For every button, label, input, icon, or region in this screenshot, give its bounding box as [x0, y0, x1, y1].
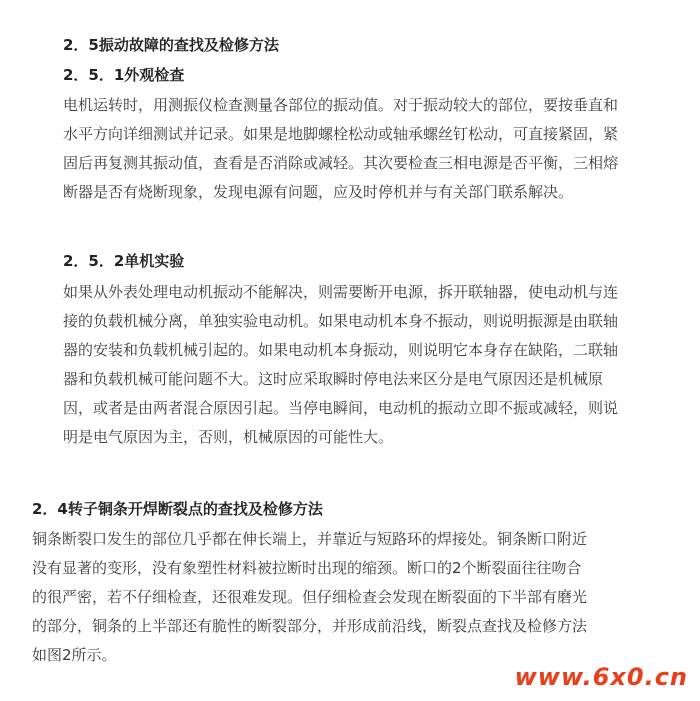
- paragraph-line: 的很严密，若不仔细检查，还很难发现。但仔细检查会发现在断裂面的下半部有磨光: [32, 588, 588, 606]
- paragraph-line: 水平方向详细测试并记录。如果是地脚螺栓松动或轴承螺丝钉松动，可直接紧固，紧: [63, 125, 619, 143]
- paragraph-line: 断器是否有烧断现象，发现电源有问题，应及时停机并与有关部门联系解决。: [63, 183, 574, 201]
- paragraph-line: 明是电气原因为主，否则，机械原因的可能性大。: [63, 428, 394, 446]
- paragraph-line: 固后再复测其振动值，查看是否消除或减轻。其次要检查三相电源是否平衡，三相熔: [63, 154, 619, 172]
- paragraph-2-4: [32, 525, 700, 670]
- section-heading-2-4: 2．4转子铜条开焊断裂点的查找及检修方法: [32, 500, 323, 518]
- paragraph-line: 器和负载机械可能问题不大。这时应采取瞬时停电法来区分是电气原因还是机械原: [63, 370, 604, 388]
- site-watermark: www.6x0.cn: [514, 663, 688, 691]
- paragraph-2-5-1: [63, 91, 700, 207]
- paragraph-2-5-2: [63, 278, 700, 452]
- subsection-heading-2-5-1: 2．5．1外观检查: [63, 66, 185, 84]
- paragraph-line: 电机运转时，用测振仪检查测量各部位的振动值。对于振动较大的部位，要按垂直和: [63, 96, 619, 114]
- paragraph-line: 如图2所示。: [32, 646, 117, 664]
- paragraph-line: 因，或者是由两者混合原因引起。当停电瞬间，电动机的振动立即不振或减轻，则说: [63, 399, 619, 417]
- subsection-heading-2-5-2: 2．5．2单机实验: [63, 252, 185, 270]
- paragraph-line: 没有显著的变形，没有象塑性材料被拉断时出现的缩颈。断口的2个断裂面往往吻合: [32, 559, 582, 577]
- paragraph-line: 器的安装和负载机械引起的。如果电动机本身振动，则说明它本身存在缺陷，二联轴: [63, 341, 619, 359]
- paragraph-line: 铜条断裂口发生的部位几乎都在伸长端上，并靠近与短路环的焊接处。铜条断口附近: [32, 530, 588, 548]
- paragraph-line: 接的负载机械分离，单独实验电动机。如果电动机本身不振动，则说明振源是由联轴: [63, 312, 619, 330]
- paragraph-line: 的部分，铜条的上半部还有脆性的断裂部分，并形成前沿线，断裂点查找及检修方法: [32, 617, 588, 635]
- paragraph-line: 如果从外表处理电动机振动不能解决，则需要断开电源，拆开联轴器，使电动机与连: [63, 283, 619, 301]
- section-heading-2-5: 2．5振动故障的查找及检修方法: [63, 36, 279, 54]
